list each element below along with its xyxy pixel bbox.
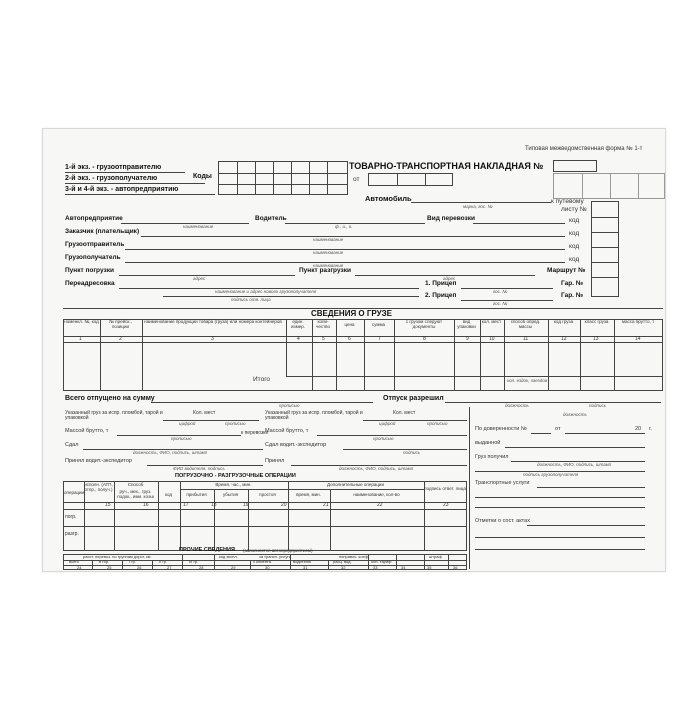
op-col-method: Способ	[127, 482, 144, 487]
op-col-extra-name: наименование, кол-во	[353, 492, 400, 497]
words-mid: прописью	[427, 421, 448, 426]
trips-label: кол. ездок, заездов	[507, 378, 548, 383]
cargo-col-3: наименование продукции товара (груза) или номера контейнеров	[144, 319, 282, 324]
codes-grid	[218, 161, 348, 195]
other-distance: расст. перевоз. по группам дорог, км	[83, 554, 151, 559]
cargo-col-6: цена	[344, 322, 355, 327]
kod-label-3: код	[569, 243, 580, 250]
kod-label-4: код	[569, 256, 580, 263]
cargo-col-5: коли-чество	[315, 319, 330, 329]
right-code-column	[591, 201, 619, 297]
op-col-code: код	[164, 492, 173, 497]
form-number-box[interactable]	[553, 160, 597, 172]
driver-label: Водитель	[255, 215, 287, 222]
cargo-seal-mid: Указанный груз за испр. пломбой, тарой и упаковкой	[265, 410, 363, 421]
waybill-list-label: листу №	[561, 206, 587, 213]
unloading-hint: адрес	[443, 276, 456, 281]
waybill-ref-label: к путевому	[551, 198, 584, 205]
unloading-point-label: Пункт разгрузки	[299, 267, 351, 274]
route-label: Маршрут №	[547, 267, 586, 274]
trailer-2-garage: Гар. №	[561, 292, 584, 299]
consignee-sign-hint: подпись грузополучателя	[523, 472, 579, 477]
poa-from-label: от	[555, 426, 561, 432]
other-to-driver: водителю	[293, 559, 311, 564]
consignee-label: Грузополучатель	[65, 254, 121, 261]
vehicle-line	[411, 202, 551, 203]
cargo-num-4: 4	[297, 336, 300, 342]
op-num-17: 17	[183, 502, 189, 508]
other-num-24: 24	[77, 565, 82, 570]
carrier-hint: наименование	[183, 224, 214, 229]
op-col-method-sub: руч., мех., груз. лодок., ими. коэш	[117, 489, 154, 499]
accepted-hint: должность, ФИО, подпись, штамп	[339, 466, 414, 471]
other-fine: штраф	[429, 554, 442, 559]
power-of-attorney-label: По доверенности №	[475, 426, 527, 432]
vehicle-label: Автомобиль	[365, 194, 412, 203]
cargo-col-10: кол. мест	[481, 319, 502, 324]
form-type-label: Типовая межведомственная форма № 1-т	[525, 146, 643, 152]
readdress-sign-hint: подпись отв. лица	[231, 297, 271, 302]
op-col-executor: исполн. (АТП, отпр., получ.)	[84, 482, 113, 492]
digits-left: цифрой	[179, 421, 196, 426]
other-code: код экспл.	[219, 554, 238, 559]
op-num-23: 23	[443, 502, 449, 508]
mass-left: Массой брутто, т	[65, 428, 109, 434]
cargo-col-2: № прейск., позиции	[109, 319, 132, 329]
cargo-table	[63, 319, 663, 391]
to-transport: к перевозке	[241, 430, 269, 436]
acts-notes-label: Отметки о сост. актах	[475, 518, 530, 524]
cargo-col-14: масса брутто, т	[621, 319, 655, 324]
readdress-hint: наименование и адрес нового грузополучателя	[215, 289, 317, 294]
readdress-label: Переадресовка	[65, 280, 115, 287]
carrier-label: Автопредприятие	[65, 215, 123, 222]
other-num-29: 29	[231, 565, 236, 570]
trailer-1-hint: гос. №	[493, 289, 508, 294]
received-hint: должность, ФИО, подпись, штамп	[537, 462, 612, 467]
total-released-label: Всего отпущено на сумму	[65, 395, 155, 402]
handed-hint: должность, ФИО, подпись, штамп	[133, 450, 208, 455]
right-pos-hint: должность	[563, 412, 587, 417]
cargo-col-12: код груза	[553, 319, 574, 324]
consignee-hint: наименование	[313, 263, 344, 268]
other-city: в гор.	[99, 559, 110, 564]
copy-3-underline	[65, 194, 215, 195]
other-num-28: 28	[199, 565, 204, 570]
shipper-hint: наименование	[313, 250, 344, 255]
date-from-label: от	[353, 176, 360, 183]
waybill-form	[42, 128, 666, 572]
handed-over-label: Сдал	[65, 442, 79, 448]
received-label: Груз получил	[475, 454, 509, 460]
op-num-16: 16	[143, 502, 149, 508]
cargo-col-4: един. измер.	[291, 319, 305, 329]
trailer-2-hint: гос. №	[493, 301, 508, 306]
other-from-client: с клиента	[253, 559, 271, 564]
cargo-num-13: 13	[593, 336, 599, 342]
op-num-20: 20	[281, 502, 287, 508]
other-info-note: (заполняется автопредприятием)	[243, 548, 313, 553]
cargo-num-5: 5	[322, 336, 325, 342]
op-col-extra: Дополнительные операции	[327, 482, 384, 487]
other-num-36: 36	[453, 565, 458, 570]
handed-driver-label: Сдал водит.-экспедитор	[265, 442, 327, 448]
cargo-num-10: 10	[489, 336, 495, 342]
mass-left-hint: прописью	[171, 436, 192, 441]
other-group-2: II гр.	[159, 559, 168, 564]
other-info-title: ПРОЧИЕ СВЕДЕНИЯ	[179, 547, 235, 553]
other-num-34: 34	[401, 565, 406, 570]
form-title: ТОВАРНО-ТРАНСПОРТНАЯ НАКЛАДНАЯ №	[349, 161, 544, 171]
release-sign-hint: подпись	[589, 403, 607, 408]
kod-label-1: код	[569, 217, 580, 224]
right-codes-box	[553, 173, 665, 199]
mass-mid-hint: прописью	[373, 436, 394, 441]
other-num-31: 31	[303, 565, 308, 570]
other-coef: поправоч. коэф.	[339, 554, 369, 559]
poa-year: 20	[635, 426, 642, 432]
op-col-operations: операции	[64, 490, 85, 495]
cargo-num-9: 9	[466, 336, 469, 342]
cargo-col-8: с грузом следуют документы	[405, 319, 443, 329]
handed-driver-hint: подпись	[403, 450, 421, 455]
copy-3-label: 3-й и 4-й экз. - автопредприятию	[65, 186, 179, 193]
mass-mid: Массой брутто, т	[265, 428, 309, 434]
cargo-total-label: Итого	[253, 376, 271, 383]
places-left: Кол. мест	[193, 410, 216, 416]
cargo-col-1: номенкл. №, код	[64, 319, 99, 324]
shipper-label: Грузоотправитель	[65, 241, 125, 248]
other-num-25: 25	[107, 565, 112, 570]
release-allowed-label: Отпуск разрешил	[383, 395, 444, 402]
trailer-1-garage: Гар. №	[561, 280, 584, 287]
digits-mid: цифрой	[379, 421, 396, 426]
other-num-30: 30	[265, 565, 270, 570]
transport-services-label: Транспортные услуги	[475, 480, 530, 486]
other-driver-rate: расц. вод.	[333, 559, 352, 564]
cargo-col-13: класс груза	[584, 319, 609, 324]
loading-point-label: Пункт погрузки	[65, 267, 114, 274]
date-field[interactable]	[368, 173, 453, 186]
other-num-27: 27	[167, 565, 172, 570]
cargo-num-8: 8	[423, 336, 426, 342]
op-num-21: 21	[323, 502, 329, 508]
cargo-num-14: 14	[635, 336, 641, 342]
op-row-unloading: разгр.	[65, 531, 79, 537]
driver-sign-hint: ФИО водителя, подпись	[173, 466, 225, 471]
copy-2-label: 2-й экз. - грузополучателю	[65, 175, 158, 182]
codes-label: Коды	[193, 173, 212, 180]
other-transport: за трансп. услуги	[259, 554, 292, 559]
trailer-1-label: 1. Прицеп	[425, 280, 457, 287]
op-num-19: 19	[243, 502, 249, 508]
customer-hint: наименование	[313, 237, 344, 242]
cargo-seal-left: Указанный груз за испр. пломбой, тарой и упаковкой	[65, 410, 163, 421]
places-mid: Кол. мест	[393, 410, 416, 416]
copy-2-underline	[65, 183, 205, 184]
cargo-num-12: 12	[561, 336, 567, 342]
total-hint: прописью	[279, 403, 300, 408]
customer-label: Заказчик (плательщик)	[65, 228, 140, 235]
op-num-15: 15	[105, 502, 111, 508]
cargo-col-11: способ опред. массы	[510, 319, 541, 329]
other-total: всего	[69, 559, 79, 564]
other-num-35: 35	[427, 565, 432, 570]
trailer-2-label: 2. Прицеп	[425, 292, 457, 299]
op-col-arrival: прибытия	[186, 492, 207, 497]
copy-1-underline	[65, 172, 185, 173]
accepted-driver-label: Принял водит.-экспедитор	[65, 458, 132, 464]
other-base-tariff: осн. тариф	[371, 559, 392, 564]
issued-label: выданной	[475, 440, 501, 446]
cargo-num-3: 3	[211, 336, 214, 342]
cargo-section-title: СВЕДЕНИЯ О ГРУЗЕ	[311, 309, 392, 318]
other-group-1: I гр.	[129, 559, 137, 564]
other-num-33: 33	[373, 565, 378, 570]
vehicle-hint: марка, гос. №	[463, 204, 493, 209]
op-col-sign: подпись ответ. лица	[424, 486, 466, 491]
words-left: прописью	[225, 421, 246, 426]
op-col-time: Время, час., мин.	[215, 482, 252, 487]
operations-title: ПОГРУЗОЧНО - РАЗГРУЗОЧНЫЕ ОПЕРАЦИИ	[175, 473, 296, 479]
loading-hint: адрес	[193, 276, 206, 281]
other-group-3: III гр.	[189, 559, 199, 564]
cargo-num-2: 2	[119, 336, 122, 342]
op-num-22: 22	[377, 502, 383, 508]
cargo-num-11: 11	[523, 336, 529, 342]
op-col-extra-time: время, мин.	[296, 492, 321, 497]
cargo-col-7: сумма	[371, 322, 386, 327]
other-num-32: 32	[341, 565, 346, 570]
op-row-loading: погр.	[65, 514, 77, 520]
poa-year-suffix: г.	[649, 426, 652, 432]
release-pos-hint: должность	[505, 403, 529, 408]
accepted-label: Принял	[265, 458, 285, 464]
op-num-18: 18	[211, 502, 217, 508]
driver-hint: ф., и., о.	[335, 224, 353, 229]
op-col-idle: простоя	[259, 492, 276, 497]
cargo-num-6: 6	[348, 336, 351, 342]
op-col-departure: убытия	[222, 492, 239, 497]
kod-label-2: код	[569, 230, 580, 237]
copy-1-label: 1-й экз. - грузоотправителю	[65, 164, 162, 171]
other-num-26: 26	[137, 565, 142, 570]
transport-type-label: Вид перевозки	[427, 215, 476, 222]
cargo-col-9: вид упаковки	[457, 319, 476, 329]
cargo-num-7: 7	[378, 336, 381, 342]
cargo-num-1: 1	[79, 336, 82, 342]
